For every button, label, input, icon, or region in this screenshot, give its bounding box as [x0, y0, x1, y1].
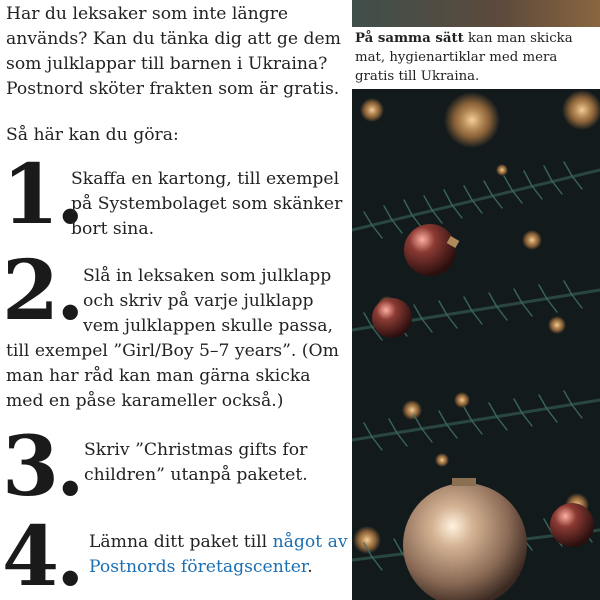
step-4-number: 4. — [2, 509, 82, 600]
caption-bold: På samma sätt — [355, 31, 464, 46]
step-2-number: 2. — [2, 243, 82, 339]
foretagscenter-link-part2[interactable]: Postnords företagscenter — [89, 557, 308, 577]
christmas-tree-image — [352, 0, 600, 600]
step-3-number: 3. — [2, 419, 82, 515]
photo-caption — [352, 27, 600, 89]
step-4-suffix: . — [307, 557, 313, 577]
step-3-line: children” utanpå paketet. — [84, 465, 308, 485]
step-2-text — [6, 264, 351, 414]
step-1-text — [71, 167, 342, 242]
step-3-text — [84, 438, 308, 488]
step-2-line: och skriv på varje julklapp — [83, 291, 314, 311]
step-1-number: 1. — [2, 147, 82, 243]
step-2-line: vem julklappen skulle passa, — [83, 316, 333, 336]
step-1-line: på Systembolaget som skänker — [71, 194, 343, 214]
step-2-line: Slå in leksaken som julklapp — [83, 266, 332, 286]
step-1-line: bort sina. — [71, 219, 155, 239]
howto-heading: Så här kan du göra: — [6, 125, 179, 145]
step-1-line: Skaffa en kartong, till exempel — [71, 169, 340, 189]
caption-text: kan man skicka mat, hygienartiklar med mera gratis till Ukraina. — [355, 31, 573, 84]
christmas-photo — [352, 0, 600, 600]
step-2-line: till exempel ”Girl/Boy 5–7 years”. (Om — [6, 341, 339, 361]
step-3-line: Skriv ”Christmas gifts for — [84, 440, 308, 460]
step-2-line: man har råd kan man gärna skicka — [6, 366, 311, 386]
intro-paragraph: Har du leksaker som inte längre används? Kan du tänka dig att ge dem som julklappar till barnen i Ukraina? Postnord sköter frakten som är gratis. — [6, 4, 341, 99]
step-4-text — [89, 530, 348, 580]
step-2-line: med en påse karameller också.) — [6, 391, 284, 411]
foretagscenter-link-part1[interactable]: något av — [272, 532, 348, 552]
step-4-prefix: Lämna ditt paket till — [89, 532, 273, 552]
